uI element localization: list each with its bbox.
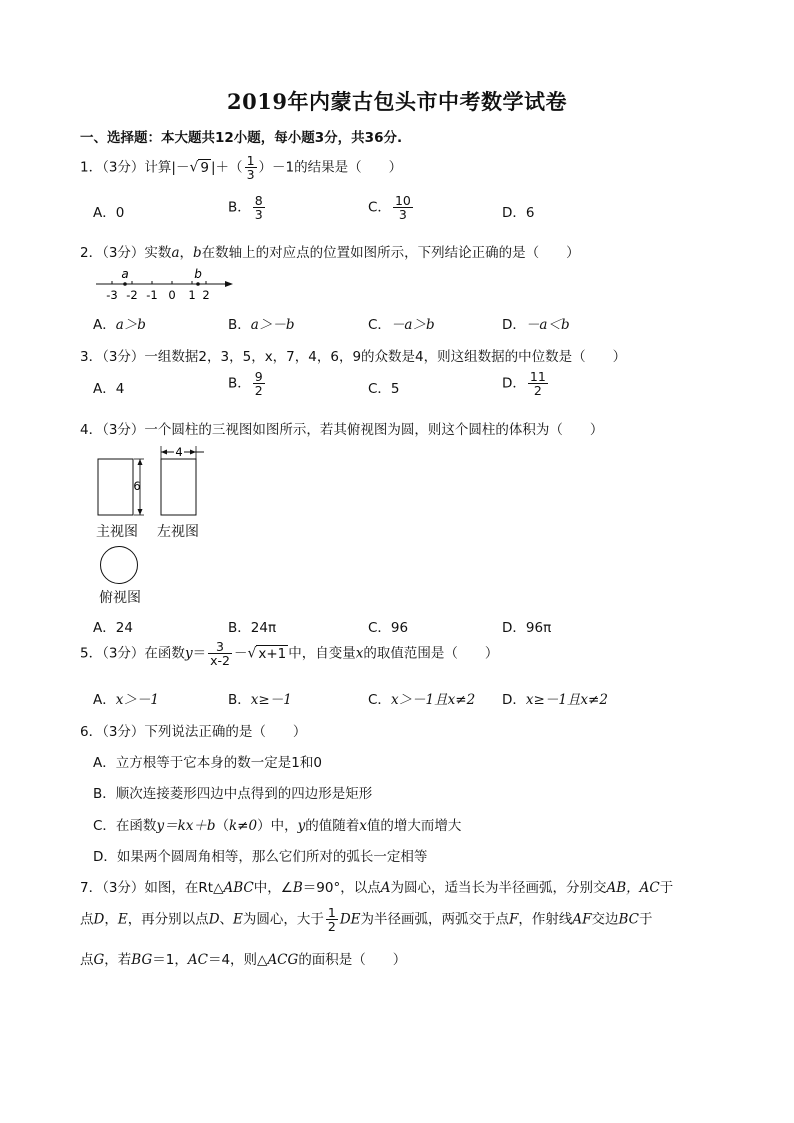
top-view-circle — [101, 547, 138, 584]
q6-option-b[interactable]: B．顺次连接菱形四边中点得到的四边形是矩形 — [93, 786, 373, 802]
tick-label: -3 — [106, 288, 118, 302]
q4-option-c[interactable]: C．96 — [368, 620, 409, 636]
left-view-rect — [161, 459, 196, 515]
q1-option-c[interactable]: C． $\frac{10}{3}$ — [368, 193, 411, 223]
tick-label: 0 — [168, 288, 176, 302]
q4-option-d[interactable]: D．96π — [502, 620, 552, 636]
point-a-label: a — [121, 267, 129, 281]
tick-label: 2 — [202, 288, 210, 302]
question-3: 3．（3分）一组数据2，3，5，x，7，4，6，9的众数是4，则这组数据的中位数是（ ） — [80, 349, 627, 365]
question-7-line-2: 点D，E，再分别以点D、E为圆心，大于 $\frac{1}{2}$ DE为半径画弧，两弧交于点F，作射线AF交边BC于 — [80, 905, 653, 935]
q5-fraction: $\frac{3}{x-2}$ — [210, 639, 230, 669]
q1-stem-end: 的结果是（ ） — [294, 159, 403, 176]
radical-sign: √ — [247, 645, 257, 662]
q2-option-c[interactable]: C．－a＞b — [368, 317, 435, 333]
radical-sign: √ — [189, 159, 199, 176]
tick-label: -1 — [146, 288, 158, 302]
question-7-line-1: 7．（3分）如图，在Rt△ABC中，∠B＝90°，以点A为圆心，适当长为半径画弧，分别交AB，AC于 — [80, 880, 674, 896]
q5-option-b[interactable]: B．x≥－1 — [228, 692, 292, 708]
q6-option-a[interactable]: A．立方根等于它本身的数一定是1和0 — [93, 755, 322, 771]
point-b-label: b — [194, 267, 202, 281]
question-6: 6．（3分）下列说法正确的是（ ） — [80, 724, 307, 740]
q5-option-a[interactable]: A．x＞－1 — [93, 692, 159, 708]
q3-option-d[interactable]: D． $\frac{11}{2}$ — [502, 369, 546, 399]
q2-option-a[interactable]: A．a＞b — [93, 317, 146, 333]
q6-option-d[interactable]: D．如果两个圆周角相等，那么它们所对的弧长一定相等 — [93, 849, 428, 865]
q1-stem-mid: |＋（ — [211, 159, 243, 176]
q5-option-d[interactable]: D．x≥－1且x≠2 — [502, 692, 608, 708]
point-b-dot — [196, 282, 200, 286]
width-dimension-label: 4 — [175, 445, 183, 459]
section-heading: 一、选择题：本大题共12小题，每小题3分，共36分. — [80, 130, 403, 146]
tick-label: 1 — [188, 288, 196, 302]
half-fraction: $\frac{1}{2}$ — [327, 905, 336, 935]
number-line-arrow — [225, 281, 233, 287]
dimension-arrow-left-icon — [161, 450, 167, 455]
dimension-arrow-right-icon — [190, 450, 196, 455]
page-title: 2019年内蒙古包头市中考数学试卷 — [227, 89, 567, 114]
left-view-caption: 左视图 — [157, 524, 199, 540]
number-line-figure — [92, 266, 237, 304]
q1-option-a[interactable]: A．0 — [93, 205, 125, 221]
q1-sqrt-arg: 9 — [200, 159, 209, 176]
q1-stem-start: 1．（3分）计算|－ — [80, 159, 190, 176]
q4-option-b[interactable]: B．24π — [228, 620, 277, 636]
q2-option-d[interactable]: D．－a＜b — [502, 317, 570, 333]
question-2: 2．（3分）实数a，b在数轴上的对应点的位置如图所示，下列结论正确的是（ ） — [80, 245, 580, 261]
top-view-caption: 俯视图 — [99, 590, 141, 606]
dimension-arrow-up-icon — [138, 459, 143, 465]
question-5: 5．（3分）在函数y＝ $\frac{3}{x-2}$ －√ x+1 中，自变量x的取值范围是（ ） — [80, 639, 499, 669]
q2-option-b[interactable]: B．a＞－b — [228, 317, 295, 333]
front-view-rect — [98, 459, 133, 515]
q3-option-b[interactable]: B． $\frac{9}{2}$ — [228, 369, 263, 399]
tick-label: -2 — [126, 288, 138, 302]
height-dimension-label: 6 — [133, 479, 141, 493]
q1-option-d[interactable]: D．6 — [502, 205, 535, 221]
question-7-line-3: 点G，若BG＝1，AC＝4，则△ACG的面积是（ ） — [80, 952, 407, 968]
q3-option-c[interactable]: C．5 — [368, 381, 400, 397]
question-1 — [80, 154, 402, 181]
front-view-caption: 主视图 — [96, 524, 138, 540]
q1-exponent: ）－1 — [258, 159, 295, 176]
q6-option-c[interactable]: C．在函数y＝kx＋b（k≠0）中，y的值随着x值的增大而增大 — [93, 818, 462, 834]
q5-option-c[interactable]: C．x＞－1且x≠2 — [368, 692, 476, 708]
top-view-figure — [98, 545, 142, 585]
question-4: 4．（3分）一个圆柱的三视图如图所示，若其俯视图为圆，则这个圆柱的体积为（ ） — [80, 422, 604, 438]
q3-option-a[interactable]: A．4 — [93, 381, 125, 397]
three-view-figure — [94, 444, 214, 520]
dimension-arrow-down-icon — [138, 509, 143, 515]
q4-option-a[interactable]: A．24 — [93, 620, 133, 636]
point-a-dot — [123, 282, 127, 286]
q1-option-b[interactable]: B． $\frac{8}{3}$ — [228, 193, 263, 223]
q1-fraction: $\frac{1}{3}$ — [246, 153, 255, 183]
